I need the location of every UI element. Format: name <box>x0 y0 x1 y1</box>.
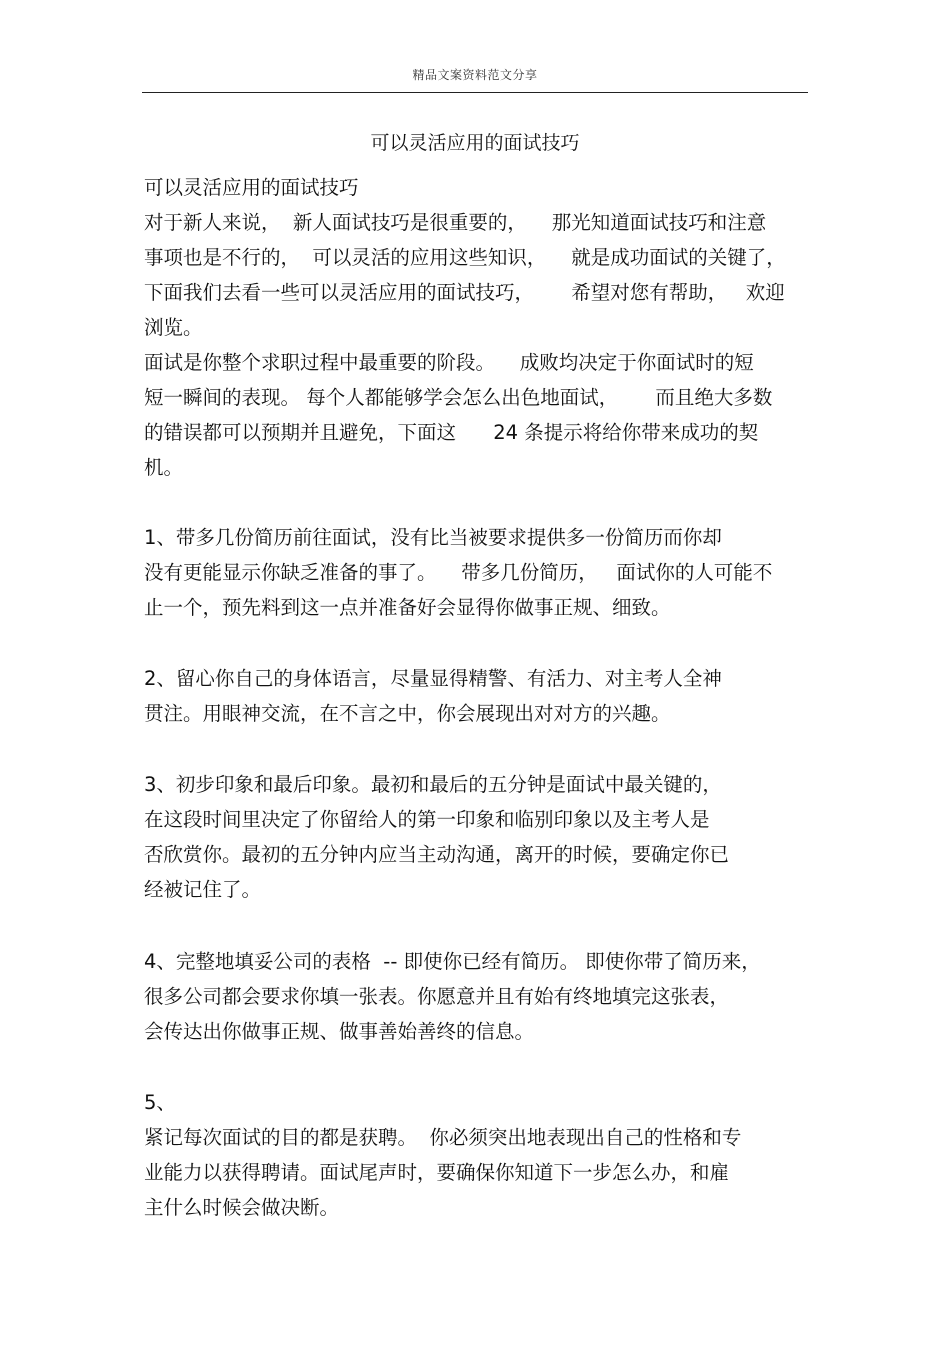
intro-line: 机。 <box>144 456 184 479</box>
intro-line: 事项也是不行的， 可以灵活的应用这些知识， 就是成功面试的关键了， <box>144 246 786 269</box>
tip-1 <box>144 520 808 625</box>
tip-2 <box>144 661 808 731</box>
tip-line: 在这段时间里决定了你留给人的第一印象和临别印象以及主考人是 <box>144 808 710 831</box>
intro-line: 短一瞬间的表现。 每个人都能够学会怎么出色地面试， 而且绝大多数 <box>144 386 773 409</box>
intro-section <box>144 170 808 485</box>
tip-line: 1、带多几份简历前往面试，没有比当被要求提供多一份简历而你却 <box>144 526 722 549</box>
tip-5 <box>144 1085 808 1225</box>
tip-line: 很多公司都会要求你填一张表。你愿意并且有始有终地填完这张表， <box>144 985 730 1008</box>
tip-line: 业能力以获得聘请。面试尾声时，要确保你知道下一步怎么办，和雇 <box>144 1161 730 1184</box>
intro-line: 可以灵活应用的面试技巧 <box>144 176 359 199</box>
tip-line: 3、初步印象和最后印象。最初和最后的五分钟是面试中最关键的， <box>144 773 722 796</box>
header-text: 精品文案资料范文分享 <box>412 68 538 82</box>
page-header <box>142 64 808 93</box>
intro-line: 浏览。 <box>144 316 203 339</box>
intro-line: 下面我们去看一些可以灵活应用的面试技巧， 希望对您有帮助， 欢迎 <box>144 281 785 304</box>
tip-line: 贯注。用眼神交流，在不言之中，你会展现出对对方的兴趣。 <box>144 702 671 725</box>
intro-line: 对于新人来说， 新人面试技巧是很重要的， 那光知道面试技巧和注意 <box>144 211 767 234</box>
tip-line: 4、完整地填妥公司的表格 -- 即使你已经有简历。 即使你带了简历来， <box>144 950 761 973</box>
tip-line: 止一个，预先料到这一点并准备好会显得你做事正规、细致。 <box>144 596 671 619</box>
intro-line: 的错误都可以预期并且避免，下面这 24 条提示将给你带来成功的契 <box>144 421 759 444</box>
tip-line: 没有更能显示你缺乏准备的事了。 带多几份简历， 面试你的人可能不 <box>144 561 773 584</box>
document-title: 可以灵活应用的面试技巧 <box>370 132 580 154</box>
tip-line: 否欣赏你。最初的五分钟内应当主动沟通，离开的时候，要确定你已 <box>144 843 730 866</box>
tip-line: 会传达出你做事正规、做事善始善终的信息。 <box>144 1020 535 1043</box>
tip-4 <box>144 944 808 1049</box>
tip-line: 5、 <box>144 1091 176 1114</box>
tip-3 <box>144 767 808 907</box>
intro-line: 面试是你整个求职过程中最重要的阶段。 成败均决定于你面试时的短 <box>144 351 754 374</box>
tip-line: 紧记每次面试的目的都是获聘。 你必须突出地表现出自己的性格和专 <box>144 1126 742 1149</box>
tip-line: 主什么时候会做决断。 <box>144 1196 340 1219</box>
tip-line: 经被记住了。 <box>144 878 262 901</box>
tip-line: 2、留心你自己的身体语言，尽量显得精警、有活力、对主考人全神 <box>144 667 722 690</box>
